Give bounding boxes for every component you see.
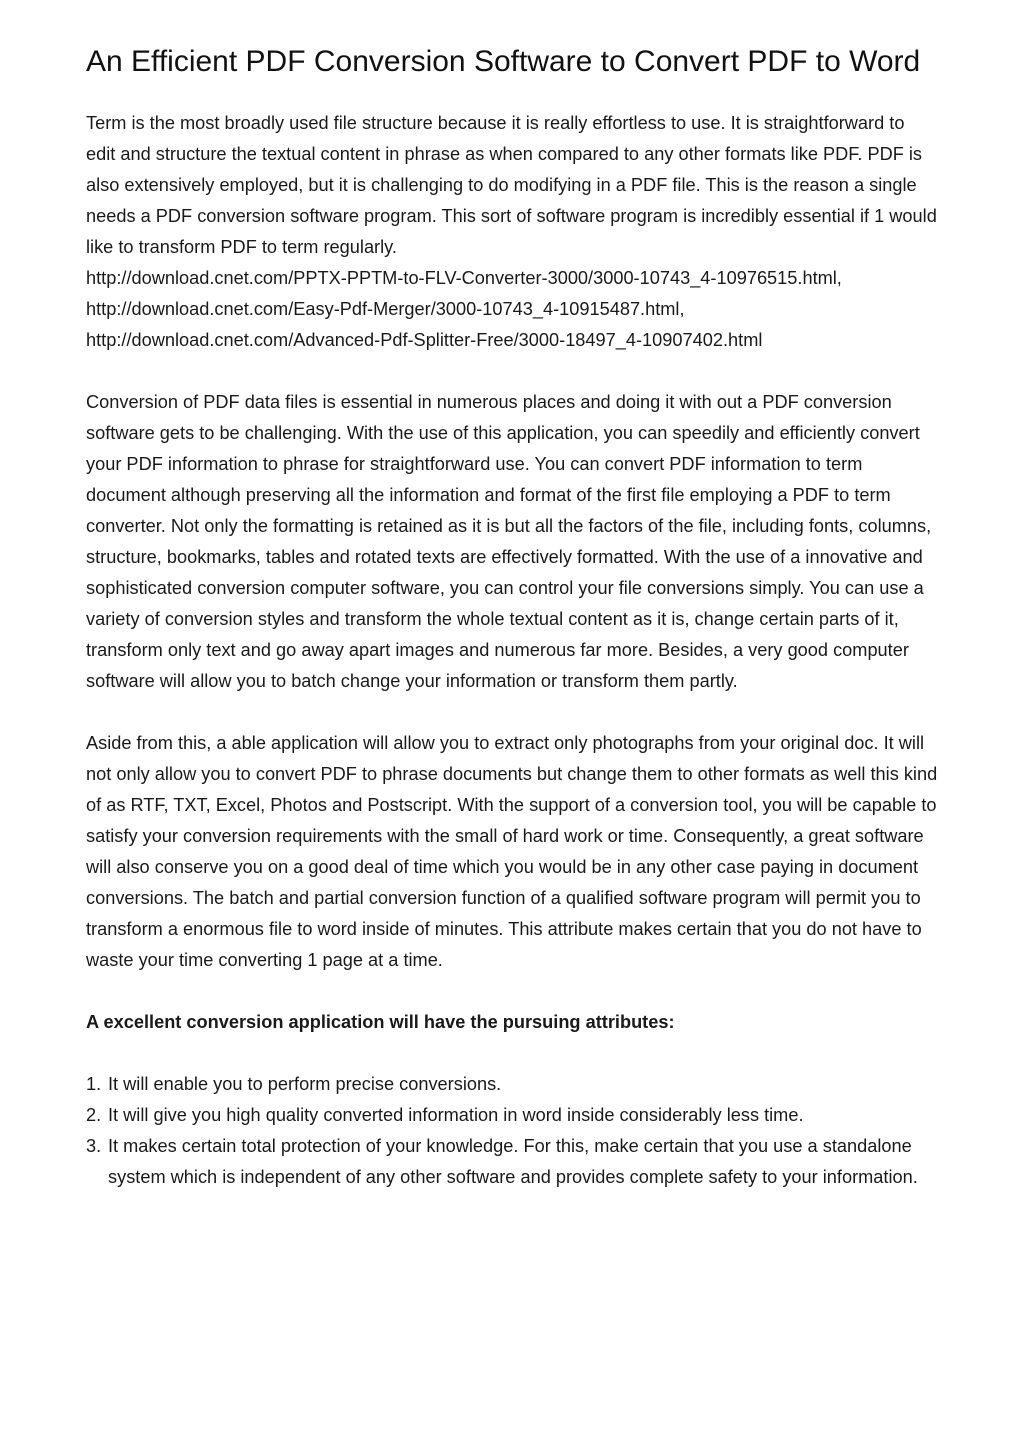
paragraph-intro-text: Term is the most broadly used file structure because it is really effortless to use. It is straightforward to edit and structure the textual content in phrase as when compared to any other formats like PDF. PDF is also extensively employed, but it is challenging to do modifying in a PDF file. This is the reason a single needs a PDF conversion software program. This sort of software program is incredibly essential if 1 would like to transform PDF to term regularly. bbox=[86, 113, 937, 257]
list-item bbox=[86, 1069, 938, 1100]
list-item-number: 3. bbox=[86, 1136, 102, 1156]
list-item-text: It will give you high quality converted information in word inside considerably less time. bbox=[108, 1105, 804, 1125]
list-heading: A excellent conversion application will have the pursuing attributes: bbox=[86, 1012, 675, 1032]
list-item-number: 2. bbox=[86, 1105, 102, 1125]
paragraph-aside: Aside from this, a able application will allow you to extract only photographs from your original doc. It will not only allow you to convert PDF to phrase documents but change them to other formats as well this kind of as RTF, TXT, Excel, Photos and Postscript. With the support of a conversion tool, you will be capable to satisfy your conversion requirements with the small of hard work or time. Consequently, a great software will also conserve you on a good deal of time which you would be in any other case paying in document conversions. The batch and partial conversion function of a qualified software program will permit you to transform a enormous file to word inside of minutes. This attribute makes certain that you do not have to waste your time converting 1 page at a time. bbox=[86, 733, 938, 970]
document-page bbox=[86, 46, 938, 1193]
attributes-list bbox=[86, 1069, 938, 1193]
paragraph-intro-links: http://download.cnet.com/PPTX-PPTM-to-FLV-Converter-3000/3000-10743_4-10976515.html, http://download.cnet.com/Easy-Pdf-Merger/3000-10743_4-10915487.html, http://download.cnet.com/Advanced-Pdf-Splitter-Free/3000-18497_4-10907402.html bbox=[86, 268, 842, 350]
paragraph-intro bbox=[86, 108, 938, 356]
list-item bbox=[86, 1131, 938, 1193]
list-item bbox=[86, 1100, 938, 1131]
list-item-number: 1. bbox=[86, 1074, 102, 1094]
document-title: An Efficient PDF Conversion Software to Convert PDF to Word bbox=[86, 45, 921, 78]
list-item-text: It makes certain total protection of your knowledge. For this, make certain that you use a standalone system which is independent of any other software and provides complete safety to your information. bbox=[108, 1136, 918, 1187]
list-item-text: It will enable you to perform precise conversions. bbox=[108, 1074, 502, 1094]
paragraph-conversion: Conversion of PDF data files is essential in numerous places and doing it with out a PDF conversion software gets to be challenging. With the use of this application, you can speedily and efficiently convert your PDF information to phrase for straightforward use. You can convert PDF information to term document although preserving all the information and format of the first file employing a PDF to term converter. Not only the formatting is retained as it is but all the factors of the file, including fonts, columns, structure, bookmarks, tables and rotated texts are effectively formatted. With the use of a innovative and sophisticated conversion computer software, you can control your file conversions simply. You can use a variety of conversion styles and transform the whole textual content as it is, change certain parts of it, transform only text and go away apart images and numerous far more. Besides, a very good computer software will allow you to batch change your information or transform them partly. bbox=[86, 392, 932, 691]
